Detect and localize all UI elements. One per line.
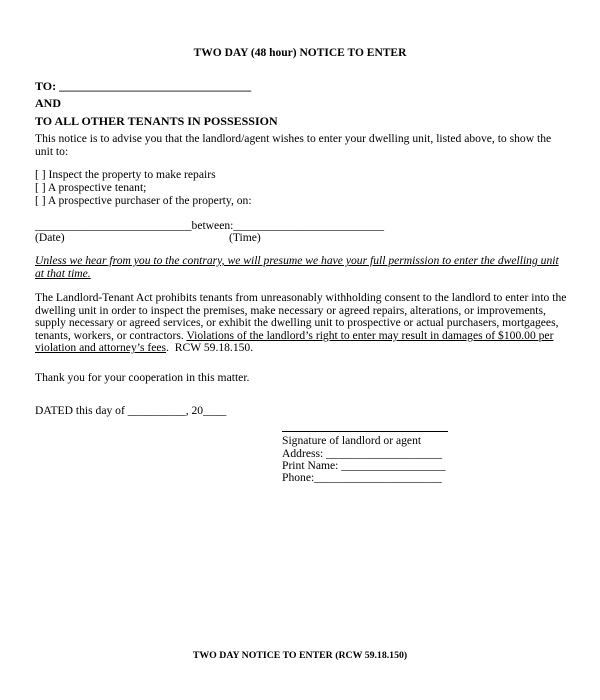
option-prospective-tenant: [ ] A prospective tenant;	[35, 181, 147, 194]
and-label: AND	[35, 96, 61, 110]
option-repairs: [ ] Inspect the property to make repairs	[35, 168, 216, 181]
act-violation-text: Violations of the landlord’s right to enter may result in damages of $100.00 per violation and attorney’s fees	[35, 328, 554, 355]
option-prospective-purchaser: [ ] A prospective purchaser of the property, on:	[35, 194, 252, 207]
print-name-line: Print Name: __________________	[282, 459, 446, 472]
dated-line: DATED this day of __________, 20____	[35, 404, 227, 417]
footer-title: TWO DAY NOTICE TO ENTER (RCW 59.18.150)	[192, 650, 408, 661]
thanks-text: Thank you for your cooperation in this matter.	[35, 371, 250, 384]
address-line: Address: ____________________	[282, 447, 443, 460]
date-time-line: ___________________________between:__________________________	[35, 219, 385, 232]
act-text: The Landlord-Tenant Act prohibits tenants from unreasonably withholding consent to the landlord to enter into the dwelling unit in order to inspect the premises, make necessary or agreed repairs, alterations, or improvements, supply necessary or agreed services, or exhibit the dwelling unit to prospective or actual purchasers, mortgagees, tenants, workers, or contractors.	[35, 291, 567, 342]
act-period: .	[166, 341, 169, 355]
all-tenants-heading: TO ALL OTHER TENANTS IN POSSESSION	[35, 114, 278, 128]
signature-label: Signature of landlord or agent	[282, 434, 422, 447]
page-title: TWO DAY (48 hour) NOTICE TO ENTER	[193, 47, 407, 59]
signature-line	[282, 431, 448, 432]
to-line: TO: ________________________________	[35, 79, 252, 93]
act-paragraph	[35, 292, 570, 355]
act-rcw: RCW 59.18.150.	[168, 341, 254, 355]
phone-line: Phone:______________________	[282, 471, 442, 484]
intro-paragraph: This notice is to advise you that the landlord/agent wishes to enter your dwelling unit, listed above, to show the unit to:	[35, 132, 552, 158]
time-label: (Time)	[229, 231, 261, 244]
date-label: (Date)	[35, 231, 65, 244]
permission-paragraph: Unless we hear from you to the contrary, we will presume we have your full permission to enter the dwelling unit at that time.	[35, 254, 559, 280]
